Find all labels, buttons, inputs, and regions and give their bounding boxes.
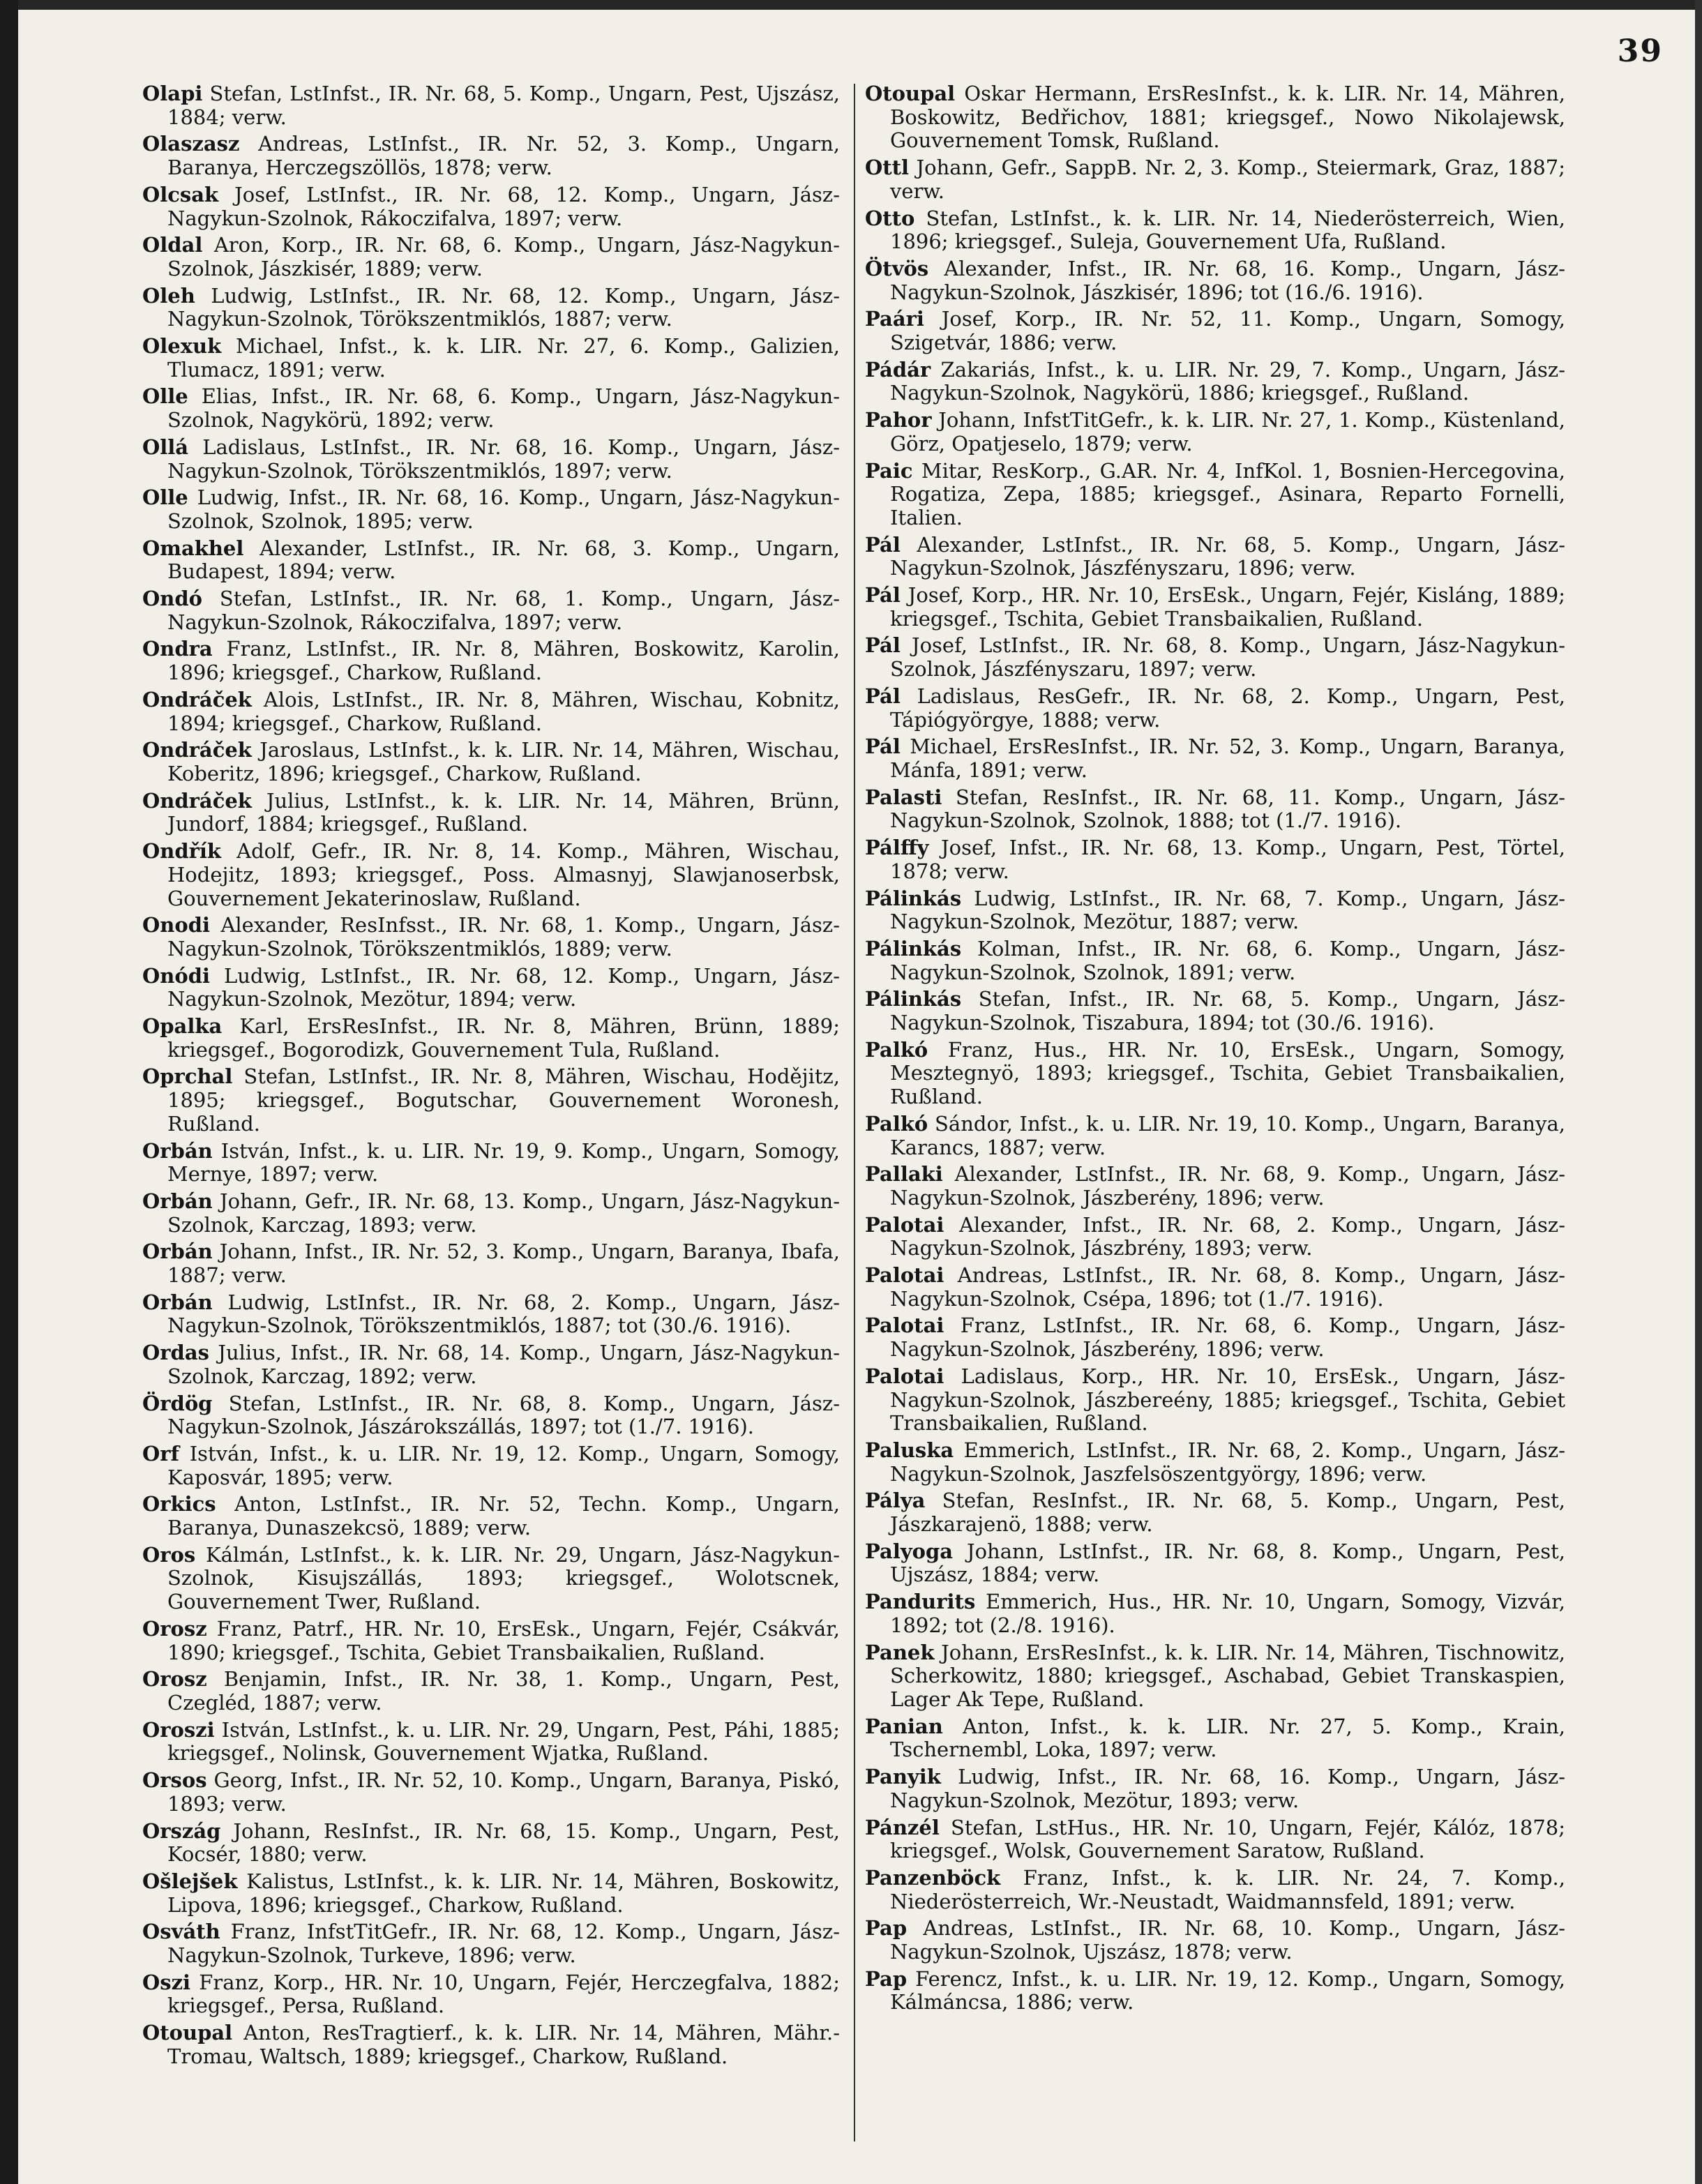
entry-details: Alexander, Infst., IR. Nr. 68, 16. Komp., Ungarn, Jász-Nagykun-Szolnok, Jászkisér, 1896; tot (16./6. 1916).	[890, 256, 1565, 304]
casualty-entry	[865, 1816, 1565, 1863]
entry-surname: Osváth	[142, 1920, 220, 1944]
entry-surname: Palyoga	[865, 1539, 954, 1563]
casualty-entry	[865, 1917, 1565, 1964]
entry-surname: Ondra	[142, 637, 213, 661]
entry-surname: Omakhel	[142, 536, 244, 560]
casualty-entry	[142, 688, 840, 735]
entry-surname: Olapi	[142, 82, 203, 105]
casualty-entry	[142, 1493, 840, 1539]
entry-details: Johann, ResInfst., IR. Nr. 68, 15. Komp., Ungarn, Pest, Kocsér, 1880; verw.	[167, 1818, 841, 1867]
casualty-entry	[865, 1163, 1565, 1210]
entry-details: Ludwig, LstInfst., IR. Nr. 68, 2. Komp., Ungarn, Jász-Nagykun-Szolnok, Törökszentmiklós, 1887; tot (30./6. 1916).	[167, 1290, 841, 1338]
casualty-entry	[142, 965, 840, 1011]
entry-surname: Pánzél	[865, 1815, 940, 1839]
casualty-entry	[142, 1392, 840, 1439]
entry-details: Andreas, LstInfst., IR. Nr. 52, 3. Komp., Ungarn, Baranya, Herczegszöllös, 1878; verw.	[167, 132, 841, 180]
entry-details: Jaroslaus, LstInfst., k. k. LIR. Nr. 14, Mähren, Wischau, Koberitz, 1896; kriegsgef., Charkow, Rußland.	[167, 738, 841, 785]
entry-surname: Palasti	[865, 785, 942, 809]
entry-surname: Pahor	[865, 408, 932, 432]
casualty-entry	[865, 1439, 1565, 1486]
casualty-entry	[865, 460, 1565, 530]
entry-details: Ludwig, LstInfst., IR. Nr. 68, 7. Komp., Ungarn, Jász-Nagykun-Szolnok, Mezötur, 1887; verw.	[890, 886, 1565, 934]
casualty-entry	[865, 1039, 1565, 1109]
casualty-entry	[865, 584, 1565, 631]
entry-surname: Panzenböck	[865, 1865, 1001, 1890]
casualty-entry	[142, 638, 840, 684]
entry-details: Franz, Infst., k. k. LIR. Nr. 24, 7. Komp., Niederösterreich, Wr.-Neustadt, Waidmannsfeld, 1891; verw.	[890, 1865, 1565, 1913]
entry-surname: Pap	[865, 1916, 908, 1941]
casualty-entry	[142, 914, 840, 961]
casualty-entry	[865, 257, 1565, 304]
scan-edge-right	[1695, 0, 1702, 2184]
casualty-entry	[865, 836, 1565, 883]
entry-surname: Pál	[865, 633, 901, 658]
entry-details: Emmerich, LstInfst., IR. Nr. 68, 2. Komp., Ungarn, Jász-Nagykun-Szolnok, Jaszfelsöszentgyörgy, 1896; verw.	[890, 1438, 1565, 1486]
entry-details: Josef, Infst., IR. Nr. 68, 13. Komp., Ungarn, Pest, Törtel, 1878; verw.	[890, 836, 1566, 883]
entry-surname: Ondó	[142, 587, 202, 611]
casualty-entry	[142, 1820, 840, 1867]
entry-details: Franz, Hus., HR. Nr. 10, ErsEsk., Ungarn, Somogy, Mesztegnyö, 1893; kriegsgef., Tschita, Gebiet Transbaikalien, Rußland.	[890, 1037, 1565, 1109]
entry-surname: Pallaki	[865, 1162, 943, 1187]
casualty-entry	[142, 2021, 840, 2068]
entry-details: Josef, Korp., HR. Nr. 10, ErsEsk., Ungarn, Fejér, Kisláng, 1889; kriegsgef., Tschita, Gebiet Transbaikalien, Rußland.	[890, 583, 1566, 631]
entry-details: Ludwig, LstInfst., IR. Nr. 68, 12. Komp., Ungarn, Jász-Nagykun-Szolnok, Mezötur, 1894; verw.	[167, 963, 840, 1011]
entry-details: Aron, Korp., IR. Nr. 68, 6. Komp., Ungarn, Jász-Nagykun-Szolnok, Jászkisér, 1889; verw.	[167, 233, 840, 280]
entry-surname: Orosz	[142, 1616, 207, 1641]
entry-surname: Paári	[865, 307, 924, 331]
entry-surname: Orbán	[142, 1240, 213, 1264]
entry-surname: Olexuk	[142, 334, 222, 359]
entry-details: Ludwig, LstInfst., IR. Nr. 68, 12. Komp., Ungarn, Jász-Nagykun-Szolnok, Törökszentmiklós, 1887; verw.	[167, 283, 841, 331]
casualty-entry	[142, 1618, 840, 1664]
casualty-entry	[865, 685, 1565, 732]
casualty-entry	[865, 1314, 1565, 1361]
entry-surname: Orbán	[142, 1138, 213, 1163]
casualty-entry	[865, 207, 1565, 254]
casualty-entry	[865, 1641, 1565, 1712]
casualty-entry	[865, 937, 1565, 984]
entry-surname: Olle	[142, 384, 188, 409]
entry-details: Ferencz, Infst., k. u. LIR. Nr. 19, 12. Komp., Ungarn, Somogy, Kálmáncsa, 1886; verw.	[890, 1966, 1566, 2014]
entry-details: Stefan, LstInfst., IR. Nr. 8, Mähren, Wischau, Hodějitz, 1895; kriegsgef., Bogutschar, Gouvernement Woronesh, Rußland.	[167, 1064, 841, 1136]
casualty-entry	[142, 1341, 840, 1388]
entry-surname: Olle	[142, 485, 188, 510]
entry-details: Mitar, ResKorp., G.AR. Nr. 4, InfKol. 1, Bosnien-Hercegovina, Rogatiza, Zepa, 1885; kriegsgef., Asinara, Reparto Fornelli, Italien.	[890, 458, 1565, 529]
casualty-entry	[142, 82, 840, 129]
entry-details: Ludwig, Infst., IR. Nr. 68, 16. Komp., Ungarn, Jász-Nagykun-Szolnok, Szolnok, 1895; verw.	[167, 485, 840, 533]
entry-details: Alexander, LstInfst., IR. Nr. 68, 3. Komp., Ungarn, Budapest, 1894; verw.	[167, 536, 840, 584]
entry-details: Johann, Gefr., IR. Nr. 68, 13. Komp., Ungarn, Jász-Nagykun-Szolnok, Karczag, 1893; verw.	[167, 1189, 841, 1237]
entry-details: Ladislaus, Korp., HR. Nr. 10, ErsEsk., Ungarn, Jász-Nagykun-Szolnok, Jászbereény, 1885; kriegsgef., Tschita, Gebiet Transbaikalien, Rußland.	[890, 1364, 1565, 1436]
entry-surname: Ollá	[142, 435, 189, 459]
entry-details: Georg, Infst., IR. Nr. 52, 10. Komp., Ungarn, Baranya, Piskó, 1893; verw.	[167, 1768, 840, 1816]
entry-details: Stefan, LstInfst., k. k. LIR. Nr. 14, Niederösterreich, Wien, 1896; kriegsgef., Suleja, Gouvernement Ufa, Rußland.	[890, 206, 1565, 254]
casualty-entry	[865, 1365, 1565, 1436]
entry-details: Benjamin, Infst., IR. Nr. 38, 1. Komp., Ungarn, Pest, Czegléd, 1887; verw.	[167, 1667, 840, 1715]
entry-surname: Pádár	[865, 357, 931, 382]
casualty-entry	[142, 537, 840, 584]
entry-surname: Ottl	[865, 156, 910, 180]
casualty-entry	[142, 1544, 840, 1614]
casualty-entry	[865, 359, 1565, 405]
entry-details: Franz, LstInfst., IR. Nr. 68, 6. Komp., Ungarn, Jász-Nagykun-Szolnok, Jászberény, 1896; verw.	[890, 1313, 1565, 1362]
entry-surname: Oleh	[142, 283, 195, 308]
entry-surname: Onódi	[142, 963, 210, 988]
entry-surname: Orf	[142, 1441, 180, 1466]
entry-surname: Panyik	[865, 1765, 941, 1789]
right-column	[865, 82, 1565, 2018]
casualty-entry	[142, 1140, 840, 1187]
entry-surname: Paluska	[865, 1438, 954, 1462]
entry-surname: Olaszasz	[142, 132, 240, 156]
casualty-entry	[865, 1113, 1565, 1159]
entry-details: Franz, Patrf., HR. Nr. 10, ErsEsk., Ungarn, Fejér, Csákvár, 1890; kriegsgef., Tschita, Gebiet Transbaikalien, Rußland.	[167, 1616, 840, 1664]
entry-surname: Orkics	[142, 1492, 216, 1516]
scan-edge-top	[0, 0, 1702, 10]
casualty-entry	[142, 1240, 840, 1287]
casualty-entry	[142, 1719, 840, 1765]
entry-surname: Palotai	[865, 1364, 944, 1388]
entry-surname: Orbán	[142, 1189, 213, 1213]
entry-details: Anton, ResTragtierf., k. k. LIR. Nr. 14, Mähren, Mähr.-Tromau, Waltsch, 1889; kriegsgef., Charkow, Rußland.	[167, 2021, 841, 2068]
entry-surname: Pál	[865, 583, 901, 608]
entry-surname: Onodi	[142, 913, 210, 937]
entry-details: Ludwig, Infst., IR. Nr. 68, 16. Komp., Ungarn, Jász-Nagykun-Szolnok, Mezötur, 1893; verw.	[890, 1765, 1566, 1812]
casualty-entry	[142, 133, 840, 179]
entry-details: István, LstInfst., k. u. LIR. Nr. 29, Ungarn, Pest, Páhi, 1885; kriegsgef., Nolinsk, Gouvernement Wjatka, Rußland.	[167, 1717, 841, 1765]
scan-edge-left	[0, 0, 18, 2184]
casualty-entry	[142, 335, 840, 382]
casualty-entry	[865, 786, 1565, 833]
casualty-entry	[142, 587, 840, 634]
casualty-entry	[142, 436, 840, 483]
entry-details: Johann, Infst., IR. Nr. 52, 3. Komp., Ungarn, Baranya, Ibafa, 1887; verw.	[167, 1240, 841, 1288]
entry-surname: Paic	[865, 458, 913, 483]
entry-surname: Ošlejšek	[142, 1869, 238, 1893]
entry-details: Josef, LstInfst., IR. Nr. 68, 8. Komp., Ungarn, Jász-Nagykun-Szolnok, Jászfényszaru, 1897; verw.	[890, 633, 1565, 681]
entry-details: Kalistus, LstInfst., k. k. LIR. Nr. 14, Mähren, Boskowitz, Lipova, 1896; kriegsgef., Charkow, Rußland.	[167, 1869, 840, 1917]
casualty-entry	[142, 1920, 840, 1967]
entry-details: Alexander, LstInfst., IR. Nr. 68, 9. Komp., Ungarn, Jász-Nagykun-Szolnok, Jászberény, 1896; verw.	[890, 1162, 1566, 1210]
entry-surname: Ondráček	[142, 738, 252, 762]
entry-details: István, Infst., k. u. LIR. Nr. 19, 9. Komp., Ungarn, Somogy, Mernye, 1897; verw.	[167, 1138, 840, 1187]
casualty-entry	[865, 1590, 1565, 1637]
entry-details: Andreas, LstInfst., IR. Nr. 68, 8. Komp., Ungarn, Jász-Nagykun-Szolnok, Csépa, 1896; tot (1./7. 1916).	[890, 1263, 1565, 1311]
entry-details: Alexander, Infst., IR. Nr. 68, 2. Komp., Ungarn, Jász-Nagykun-Szolnok, Jászbrény, 1893; verw.	[890, 1212, 1565, 1260]
casualty-entry	[865, 82, 1565, 153]
entry-details: Stefan, ResInfst., IR. Nr. 68, 11. Komp., Ungarn, Jász-Nagykun-Szolnok, Szolnok, 1888; tot (1./7. 1916).	[890, 785, 1565, 833]
entry-surname: Pálinkás	[865, 936, 962, 961]
entry-surname: Oldal	[142, 233, 203, 257]
casualty-entry	[142, 1291, 840, 1338]
entry-details: Stefan, LstInfst., IR. Nr. 68, 5. Komp., Ungarn, Pest, Ujszász, 1884; verw.	[167, 82, 841, 129]
casualty-entry	[142, 183, 840, 230]
entry-surname: Otto	[865, 206, 915, 230]
entry-details: Michael, Infst., k. k. LIR. Nr. 27, 6. Komp., Galizien, Tlumacz, 1891; verw.	[167, 334, 840, 382]
casualty-entry	[142, 1769, 840, 1816]
casualty-entry	[142, 1065, 840, 1136]
entry-details: Johann, LstInfst., IR. Nr. 68, 8. Komp., Ungarn, Pest, Ujszász, 1884; verw.	[890, 1539, 1566, 1587]
casualty-entry	[865, 988, 1565, 1034]
entry-details: Andreas, LstInfst., IR. Nr. 68, 10. Komp., Ungarn, Jász-Nagykun-Szolnok, Ujszász, 1878; verw.	[890, 1916, 1565, 1964]
page-number: 39	[1617, 33, 1663, 69]
entry-surname: Oszi	[142, 1970, 191, 1994]
entry-surname: Olcsak	[142, 182, 219, 206]
entry-details: Josef, LstInfst., IR. Nr. 68, 12. Komp., Ungarn, Jász-Nagykun-Szolnok, Rákoczifalva, 1897; verw.	[167, 182, 840, 230]
casualty-entry	[142, 1190, 840, 1237]
casualty-entry	[142, 1443, 840, 1489]
casualty-entry	[142, 1870, 840, 1917]
entry-surname: Palkó	[865, 1037, 928, 1062]
casualty-entry	[865, 409, 1565, 455]
entry-details: Michael, ErsResInfst., IR. Nr. 52, 3. Komp., Ungarn, Baranya, Mánfa, 1891; verw.	[890, 735, 1565, 782]
casualty-entry	[865, 1264, 1565, 1311]
entry-surname: Oros	[142, 1542, 196, 1567]
entry-details: Ladislaus, LstInfst., IR. Nr. 68, 16. Komp., Ungarn, Jász-Nagykun-Szolnok, Törökszentmiklós, 1897; verw.	[167, 435, 840, 483]
entry-surname: Pálffy	[865, 836, 929, 860]
entry-details: Johann, InfstTitGefr., k. k. LIR. Nr. 27, 1. Komp., Küstenland, Görz, Opatjeselo, 1879; verw.	[890, 408, 1566, 455]
entry-details: Sándor, Infst., k. u. LIR. Nr. 19, 10. Komp., Ungarn, Baranya, Karancs, 1887; verw.	[890, 1111, 1566, 1159]
entry-details: Adolf, Gefr., IR. Nr. 8, 14. Komp., Mähren, Wischau, Hodejitz, 1893; kriegsgef., Poss. Almasnyj, Slawjanoserbsk, Gouvernement Jekaterinoslaw, Rußland.	[167, 839, 840, 910]
entry-surname: Orbán	[142, 1290, 213, 1314]
entry-surname: Pál	[865, 532, 901, 557]
entry-details: Johann, ErsResInfst., k. k. LIR. Nr. 14, Mähren, Tischnowitz, Scherkowitz, 1880; kriegsgef., Aschabad, Gebiet Transkaspien, Lager Ak Tepe, Rußland.	[890, 1640, 1565, 1711]
entry-surname: Orsos	[142, 1768, 207, 1793]
entry-details: Alois, LstInfst., IR. Nr. 8, Mähren, Wischau, Kobnitz, 1894; kriegsgef., Charkow, Rußland.	[167, 687, 840, 735]
entry-surname: Ondřík	[142, 839, 222, 864]
entry-surname: Ötvös	[865, 256, 929, 280]
entry-details: Franz, LstInfst., IR. Nr. 8, Mähren, Boskowitz, Karolin, 1896; kriegsgef., Charkow, Rußland.	[167, 637, 841, 685]
entry-details: Josef, Korp., IR. Nr. 52, 11. Komp., Ungarn, Somogy, Szigetvár, 1886; verw.	[890, 307, 1566, 355]
casualty-entry	[865, 1867, 1565, 1913]
casualty-entry	[865, 887, 1565, 934]
entry-surname: Pandurits	[865, 1590, 976, 1614]
entry-details: Elias, Infst., IR. Nr. 68, 6. Komp., Ungarn, Jász-Nagykun-Szolnok, Nagykörü, 1892; verw.	[167, 384, 840, 432]
entry-surname: Otoupal	[142, 2021, 233, 2045]
entry-surname: Ördög	[142, 1391, 213, 1415]
entry-surname: Pap	[865, 1966, 908, 1991]
entry-details: Ladislaus, ResGefr., IR. Nr. 68, 2. Komp., Ungarn, Pest, Tápiógyörgye, 1888; verw.	[890, 684, 1566, 732]
entry-surname: Panek	[865, 1640, 935, 1664]
entry-surname: Pálinkás	[865, 987, 962, 1011]
entry-details: Emmerich, Hus., HR. Nr. 10, Ungarn, Somogy, Vizvár, 1892; tot (2./8. 1916).	[890, 1590, 1565, 1637]
casualty-entry	[142, 840, 840, 910]
entry-surname: Opalka	[142, 1014, 223, 1039]
entry-surname: Palotai	[865, 1263, 944, 1288]
casualty-entry	[142, 486, 840, 533]
entry-surname: Ondráček	[142, 687, 252, 711]
casualty-entry	[865, 1968, 1565, 2014]
casualty-entry	[865, 534, 1565, 580]
entry-details: István, Infst., k. u. LIR. Nr. 19, 12. Komp., Ungarn, Somogy, Kaposvár, 1895; verw.	[167, 1441, 841, 1489]
entry-details: Alexander, LstInfst., IR. Nr. 68, 5. Komp., Ungarn, Jász-Nagykun-Szolnok, Jászfényszaru, 1896; verw.	[890, 532, 1566, 580]
casualty-entry	[865, 1540, 1565, 1587]
entry-details: Anton, LstInfst., IR. Nr. 52, Techn. Komp., Ungarn, Baranya, Dunaszekcsö, 1889; verw.	[167, 1492, 840, 1540]
casualty-entry	[865, 1214, 1565, 1260]
entry-surname: Palkó	[865, 1111, 928, 1136]
entry-surname: Pál	[865, 735, 901, 759]
entry-details: Kálmán, LstInfst., k. k. LIR. Nr. 29, Ungarn, Jász-Nagykun-Szolnok, Kisujszállás, 1893; kriegsgef., Wolotscnek, Gouvernement Twer, Rußland.	[167, 1542, 840, 1614]
casualty-entry	[142, 1015, 840, 1062]
entry-surname: Pál	[865, 684, 901, 708]
casualty-entry	[142, 1971, 840, 2018]
entry-details: Stefan, Infst., IR. Nr. 68, 5. Komp., Ungarn, Jász-Nagykun-Szolnok, Tiszabura, 1894; tot (30./6. 1916).	[890, 987, 1566, 1035]
entry-surname: Palotai	[865, 1212, 944, 1237]
casualty-entry	[142, 790, 840, 836]
entry-details: Kolman, Infst., IR. Nr. 68, 6. Komp., Ungarn, Jász-Nagykun-Szolnok, Szolnok, 1891; verw.	[890, 936, 1565, 984]
casualty-entry	[865, 634, 1565, 681]
entry-details: Johann, Gefr., SappB. Nr. 2, 3. Komp., Steiermark, Graz, 1887; verw.	[890, 156, 1566, 203]
entry-details: Karl, ErsResInfst., IR. Nr. 8, Mähren, Brünn, 1889; kriegsgef., Bogorodizk, Gouvernement Tula, Rußland.	[167, 1014, 841, 1062]
casualty-entry	[865, 156, 1565, 203]
column-divider	[854, 84, 855, 2141]
entry-details: Stefan, LstInfst., IR. Nr. 68, 8. Komp., Ungarn, Jász-Nagykun-Szolnok, Jászárokszállás, 1897; tot (1./7. 1916).	[167, 1391, 841, 1439]
casualty-entry	[142, 739, 840, 785]
entry-details: Alexander, ResInfsst., IR. Nr. 68, 1. Komp., Ungarn, Jász-Nagykun-Szolnok, Törökszentmiklós, 1889; verw.	[167, 913, 840, 961]
entry-surname: Ondráček	[142, 788, 252, 813]
casualty-entry	[865, 1489, 1565, 1536]
entry-details: Franz, InfstTitGefr., IR. Nr. 68, 12. Komp., Ungarn, Jász-Nagykun-Szolnok, Turkeve, 1896; verw.	[167, 1920, 841, 1968]
entry-surname: Ország	[142, 1818, 221, 1843]
entry-details: Stefan, LstHus., HR. Nr. 10, Ungarn, Fejér, Kálóz, 1878; kriegsgef., Wolsk, Gouvernement Saratow, Rußland.	[890, 1815, 1565, 1863]
entry-surname: Pálya	[865, 1489, 926, 1513]
casualty-entry	[142, 285, 840, 331]
casualty-entry	[865, 735, 1565, 782]
entry-surname: Palotai	[865, 1313, 944, 1338]
casualty-entry	[142, 234, 840, 280]
entry-details: Franz, Korp., HR. Nr. 10, Ungarn, Fejér, Herczegfalva, 1882; kriegsgef., Persa, Rußland.	[167, 1970, 841, 2018]
entry-surname: Oprchal	[142, 1064, 233, 1089]
left-column	[142, 82, 840, 2072]
entry-details: Julius, LstInfst., k. k. LIR. Nr. 14, Mähren, Brünn, Jundorf, 1884; kriegsgef., Rußland.	[167, 788, 840, 836]
entry-details: Zakariás, Infst., k. u. LIR. Nr. 29, 7. Komp., Ungarn, Jász-Nagykun-Szolnok, Nagykörü, 1886; kriegsgef., Rußland.	[890, 357, 1566, 405]
entry-surname: Otoupal	[865, 82, 956, 105]
entry-details: Anton, Infst., k. k. LIR. Nr. 27, 5. Komp., Krain, Tschernembl, Loka, 1897; verw.	[890, 1714, 1565, 1762]
entry-surname: Pálinkás	[865, 886, 962, 910]
casualty-entry	[865, 1715, 1565, 1762]
entry-surname: Orosz	[142, 1667, 207, 1692]
entry-details: Julius, Infst., IR. Nr. 68, 14. Komp., Ungarn, Jász-Nagykun-Szolnok, Karczag, 1892; verw.	[167, 1341, 840, 1388]
entry-surname: Ordas	[142, 1341, 209, 1365]
casualty-entry	[865, 1765, 1565, 1812]
entry-details: Stefan, LstInfst., IR. Nr. 68, 1. Komp., Ungarn, Jász-Nagykun-Szolnok, Rákoczifalva, 1897; verw.	[167, 587, 841, 634]
entry-surname: Oroszi	[142, 1717, 215, 1742]
casualty-entry	[142, 385, 840, 432]
entry-surname: Panian	[865, 1714, 943, 1738]
casualty-entry	[865, 308, 1565, 354]
entry-details: Oskar Hermann, ErsResInfst., k. k. LIR. Nr. 14, Mähren, Boskowitz, Bedřichov, 1881; kriegsgef., Nowo Nikolajewsk, Gouvernement Tomsk, Rußland.	[890, 82, 1565, 153]
casualty-entry	[142, 1668, 840, 1715]
entry-details: Stefan, ResInfst., IR. Nr. 68, 5. Komp., Ungarn, Pest, Jászkarajenö, 1888; verw.	[890, 1489, 1565, 1537]
